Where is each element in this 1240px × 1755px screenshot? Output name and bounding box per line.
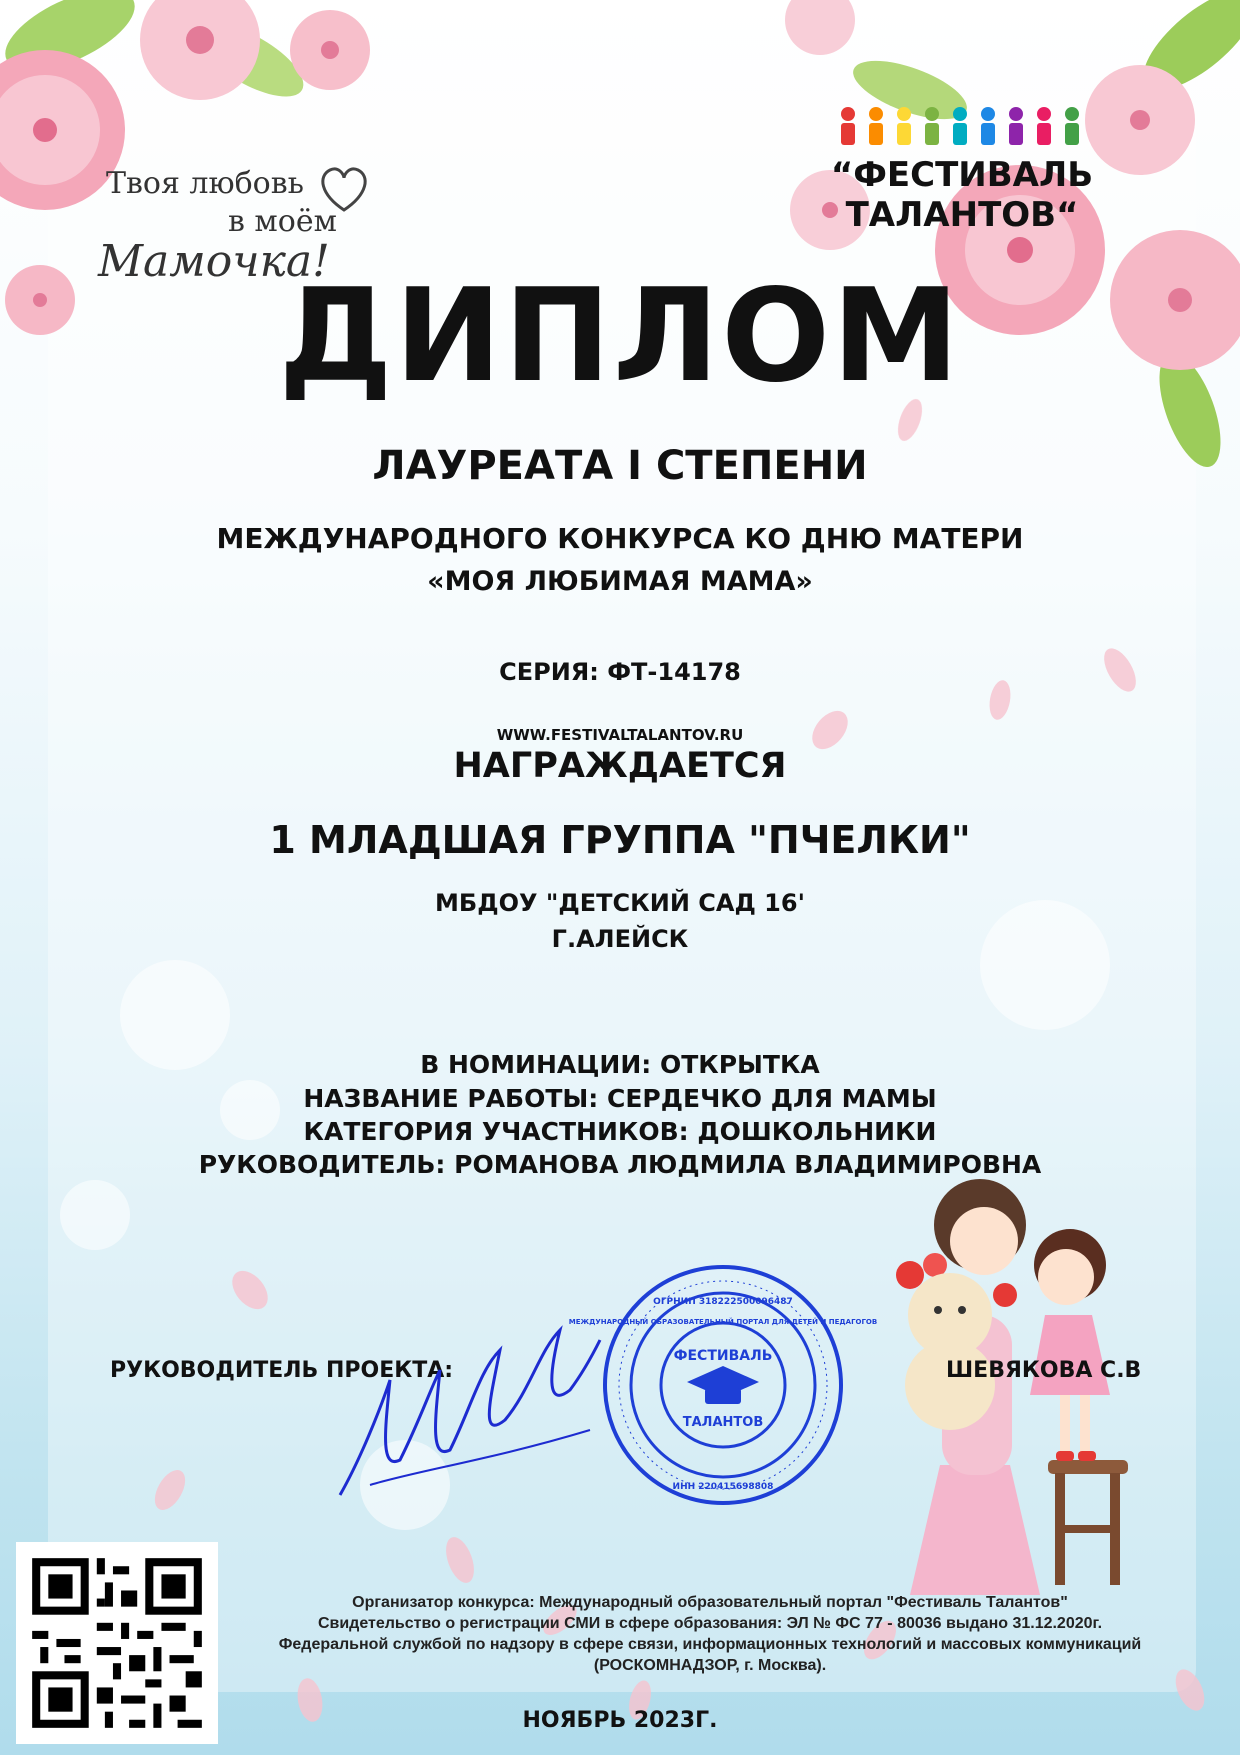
contest-name-line2: «МОЯ ЛЮБИМАЯ МАМА»	[427, 566, 813, 597]
footer-line-3: Федеральной службой по надзору в сфере связи, информационных технологий и массовых коммуникаций	[278, 1636, 1142, 1653]
series-number: СЕРИЯ: ФТ-14178	[499, 658, 741, 686]
stamp-ogrnip: ОГРНИП 318222500096487	[653, 1297, 793, 1307]
stamp-bottom-text: ТАЛАНТОВ	[682, 1415, 764, 1430]
nomination-line: В НОМИНАЦИИ: ОТКРЫТКА	[420, 1050, 820, 1079]
website-link: WWW.FESTIVALTALANTOV.RU	[496, 726, 744, 744]
work-title-line: НАЗВАНИЕ РАБОТЫ: СЕРДЕЧКО ДЛЯ МАМЫ	[303, 1084, 937, 1113]
project-lead-name: ШЕВЯКОВА С.В	[946, 1358, 1142, 1383]
diploma-degree: ЛАУРЕАТА I СТЕПЕНИ	[372, 443, 868, 489]
organization-name: МБДОУ "ДЕТСКИЙ САД 16'	[435, 889, 805, 917]
brand-name: “ФЕСТИВАЛЬ ТАЛАНТОВ“	[830, 155, 1094, 235]
awarded-label: НАГРАЖДАЕТСЯ	[453, 746, 787, 786]
supervisor-line: РУКОВОДИТЕЛЬ: РОМАНОВА ЛЮДМИЛА ВЛАДИМИРОВНА	[198, 1150, 1042, 1179]
diploma-title: ДИПЛОМ	[278, 262, 962, 411]
logo-line2: в моём	[228, 204, 337, 239]
participant-category-line: КАТЕГОРИЯ УЧАСТНИКОВ: ДОШКОЛЬНИКИ	[303, 1117, 937, 1146]
logo-line1: Твоя любовь	[106, 166, 304, 201]
heart-icon	[316, 164, 372, 216]
project-lead-label: РУКОВОДИТЕЛЬ ПРОЕКТА:	[110, 1358, 454, 1383]
official-stamp	[568, 1264, 878, 1506]
people-chain-icon	[836, 104, 1092, 154]
issue-date: НОЯБРЬ 2023Г.	[522, 1708, 718, 1733]
stamp-top-text: ФЕСТИВАЛЬ	[673, 1348, 773, 1364]
stamp-inn: ИНН 220415698808	[672, 1482, 774, 1492]
recipient-name: 1 МЛАДШАЯ ГРУППА "ПЧЕЛКИ"	[269, 818, 971, 862]
footer-line-2: Свидетельство о регистрации СМИ в сфере образования: ЭЛ № ФС 77 - 80036 выдано 31.12.2020г.	[317, 1615, 1103, 1632]
footer-line-1: Организатор конкурса: Международный образовательный портал "Фестиваль Талантов"	[352, 1594, 1068, 1611]
logo-line3: Мамочка!	[98, 236, 330, 287]
organizer-info	[220, 1592, 1200, 1676]
city-name: Г.АЛЕЙСК	[551, 925, 689, 953]
stamp-outer-text: МЕЖДУНАРОДНЫЙ ОБРАЗОВАТЕЛЬНЫЙ ПОРТАЛ ДЛЯ ДЕТЕЙ И ПЕДАГОГОВ	[568, 1318, 878, 1326]
contest-name-line1: МЕЖДУНАРОДНОГО КОНКУРСА КО ДНЮ МАТЕРИ	[216, 522, 1024, 555]
footer-line-4: (РОСКОМНАДЗОР, г. Москва).	[593, 1657, 827, 1674]
handwritten-signature	[330, 1310, 610, 1510]
